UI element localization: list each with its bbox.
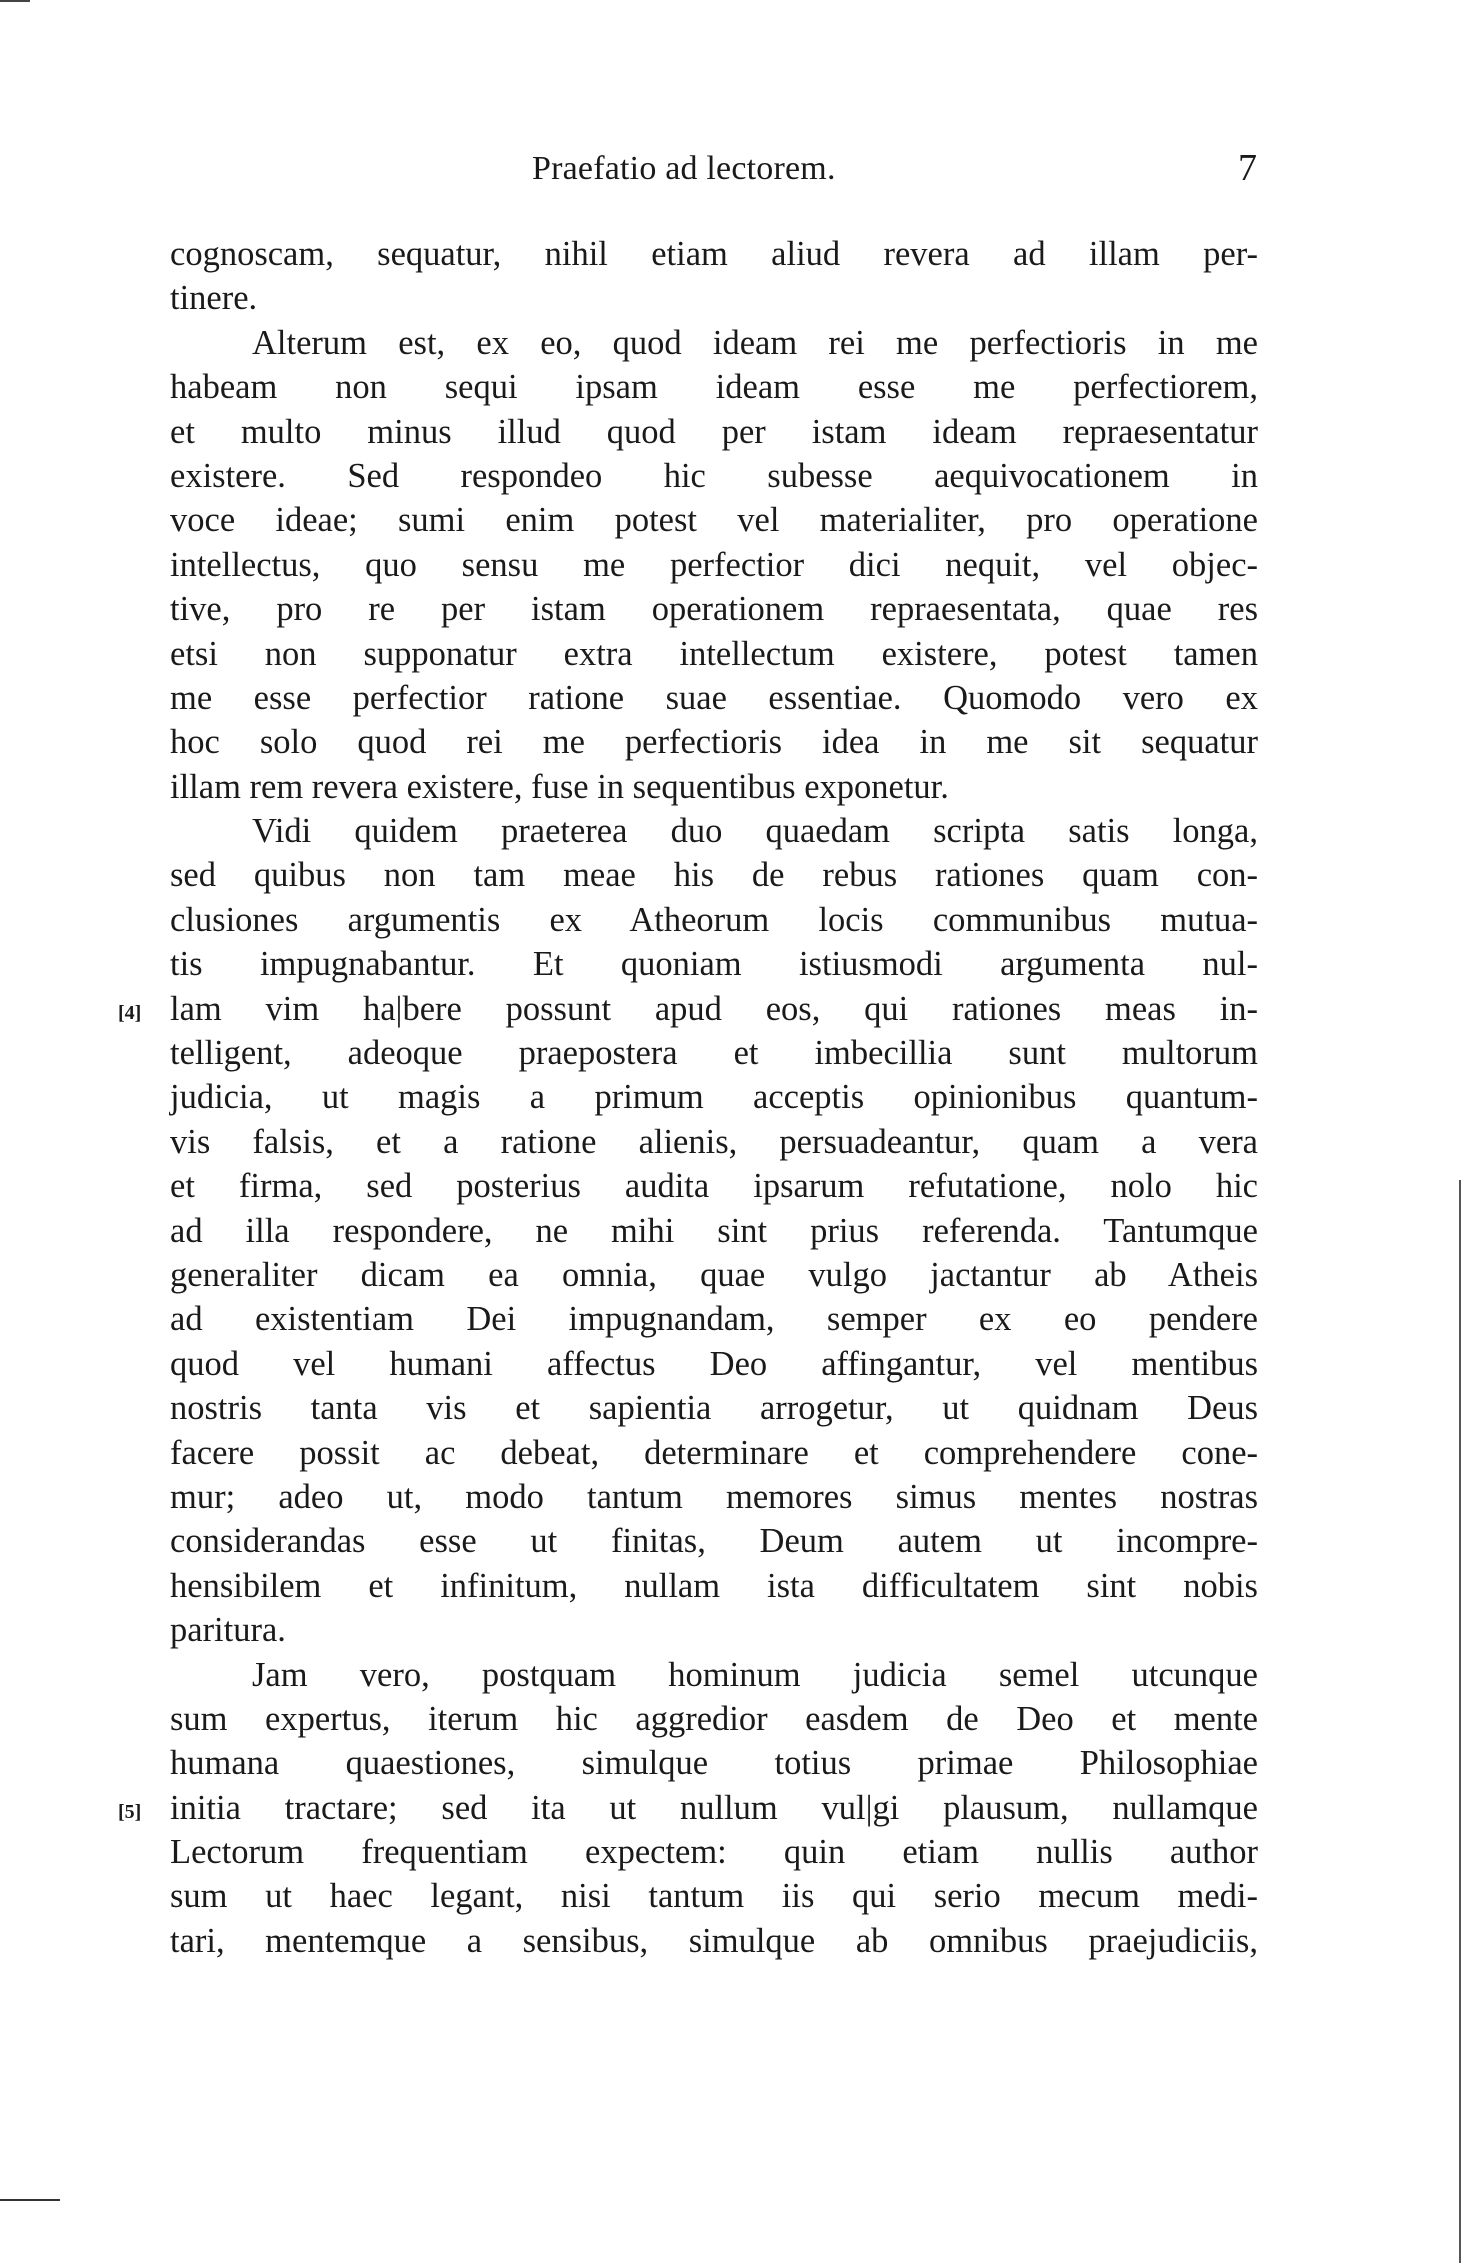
text-line [170, 1075, 1258, 1119]
text-line [170, 1830, 1258, 1874]
line-text: ad existentiam Dei impugnandam, semper ex eo pendere [170, 1300, 1258, 1339]
line-text: clusiones argumentis ex Atheorum locis communibus mutua- [170, 900, 1258, 939]
running-title: Praefatio ad lectorem. [532, 150, 836, 187]
line-text: sum expertus, iterum hic aggredior easdem de Deo et mente [170, 1699, 1258, 1738]
line-text: Jam vero, postquam hominum judicia semel utcunque [252, 1655, 1258, 1694]
scan-edge-shadow [1459, 1180, 1461, 2263]
text-line [170, 498, 1258, 542]
text-line [170, 365, 1258, 409]
line-text: illam rem revera existere, fuse in sequentibus exponetur. [170, 767, 949, 806]
scan-edge-line [0, 2199, 60, 2201]
text-line [170, 1253, 1258, 1297]
line-text: paritura. [170, 1611, 286, 1650]
line-text: et firma, sed posterius audita ipsarum refutatione, nolo hic [170, 1167, 1258, 1206]
text-line [118, 987, 1258, 1031]
line-text: mur; adeo ut, modo tantum memores simus mentes nostras [170, 1477, 1258, 1516]
scan-edge-mark [0, 0, 30, 2]
text-line [170, 1431, 1258, 1475]
text-line [170, 632, 1258, 676]
text-line [170, 1120, 1258, 1164]
line-text: cognoscam, sequatur, nihil etiam aliud revera ad illam per- [170, 235, 1258, 273]
text-line [170, 1919, 1258, 1963]
text-line [170, 321, 1258, 365]
text-line [170, 1608, 1258, 1652]
line-text: et multo minus illud quod per istam ideam repraesentatur [170, 412, 1258, 451]
text-line [170, 1741, 1258, 1785]
marginal-page-ref: [5] [118, 1800, 142, 1823]
text-line [170, 410, 1258, 454]
line-text: sed quibus non tam meae his de rebus rationes quam con- [170, 856, 1258, 895]
line-text: hensibilem et infinitum, nullam ista difficultatem sint nobis [170, 1566, 1258, 1605]
line-text: intellectus, quo sensu me perfectior dici nequit, vel objec- [170, 545, 1258, 584]
text-line [170, 587, 1258, 631]
text-line [170, 809, 1258, 853]
text-line [170, 1164, 1258, 1208]
marginal-page-ref: [4] [118, 1001, 142, 1024]
page-number: 7 [1238, 147, 1257, 189]
text-line [170, 765, 1258, 809]
text-line [170, 720, 1258, 764]
text-line [170, 454, 1258, 498]
line-text: facere possit ac debeat, determinare et comprehendere cone- [170, 1433, 1258, 1472]
line-text: telligent, adeoque praepostera et imbecillia sunt multorum [170, 1034, 1258, 1073]
line-text: tari, mentemque a sensibus, simulque ab omnibus praejudiciis, [170, 1921, 1258, 1960]
line-text: nostris tanta vis et sapientia arrogetur, ut quidnam Deus [170, 1389, 1258, 1428]
line-text: habeam non sequi ipsam ideam esse me perfectiorem, [170, 368, 1258, 407]
text-line [170, 1386, 1258, 1430]
line-text: hoc solo quod rei me perfectioris idea in me sit sequatur [170, 723, 1258, 762]
text-line [170, 1874, 1258, 1918]
line-text: vis falsis, et a ratione alienis, persuadeantur, quam a vera [170, 1122, 1258, 1161]
text-line [170, 1209, 1258, 1253]
line-text: Lectorum frequentiam expectem: quin etiam nullis author [170, 1833, 1258, 1872]
line-text: sum ut haec legant, nisi tantum iis qui serio mecum medi- [170, 1877, 1258, 1916]
line-text: generaliter dicam ea omnia, quae vulgo jactantur ab Atheis [170, 1255, 1258, 1294]
text-line [170, 676, 1258, 720]
text-line [170, 1564, 1258, 1608]
line-text: ad illa respondere, ne mihi sint prius referenda. Tantumque [170, 1211, 1258, 1250]
text-line [170, 1342, 1258, 1386]
line-text: quod vel humani affectus Deo affingantur, vel mentibus [170, 1344, 1258, 1383]
line-text: considerandas esse ut finitas, Deum autem ut incompre- [170, 1522, 1258, 1561]
text-line [170, 276, 1258, 320]
line-text: tinere. [170, 279, 258, 318]
text-line [170, 942, 1258, 986]
line-text: Vidi quidem praeterea duo quaedam scripta satis longa, [252, 812, 1258, 851]
line-text: tis impugnabantur. Et quoniam istiusmodi argumenta nul- [170, 945, 1258, 984]
text-line [170, 1653, 1258, 1697]
line-text: lam vim ha|bere possunt apud eos, qui rationes meas in- [170, 989, 1258, 1028]
text-line [170, 1697, 1258, 1741]
body-text [118, 232, 1258, 1963]
line-text: existere. Sed respondeo hic subesse aequivocationem in [170, 456, 1258, 495]
text-line [170, 1297, 1258, 1341]
line-text: voce ideae; sumi enim potest vel materialiter, pro operatione [170, 501, 1258, 540]
line-text: me esse perfectior ratione suae essentiae. Quomodo vero ex [170, 678, 1258, 717]
text-line [170, 853, 1258, 897]
line-text: tive, pro re per istam operationem repraesentata, quae res [170, 590, 1258, 629]
text-line [170, 1519, 1258, 1563]
text-line [170, 543, 1258, 587]
text-line [118, 1786, 1258, 1830]
line-text: initia tractare; sed ita ut nullum vul|gi plausum, nullamque [170, 1788, 1258, 1827]
line-text: humana quaestiones, simulque totius primae Philosophiae [170, 1744, 1258, 1783]
line-text: judicia, ut magis a primum acceptis opinionibus quantum- [170, 1078, 1258, 1117]
line-text: Alterum est, ex eo, quod ideam rei me perfectioris in me [252, 323, 1258, 362]
text-line [170, 232, 1258, 276]
text-line [170, 898, 1258, 942]
line-text: etsi non supponatur extra intellectum existere, potest tamen [170, 634, 1258, 673]
text-line [170, 1031, 1258, 1075]
text-line [170, 1475, 1258, 1519]
